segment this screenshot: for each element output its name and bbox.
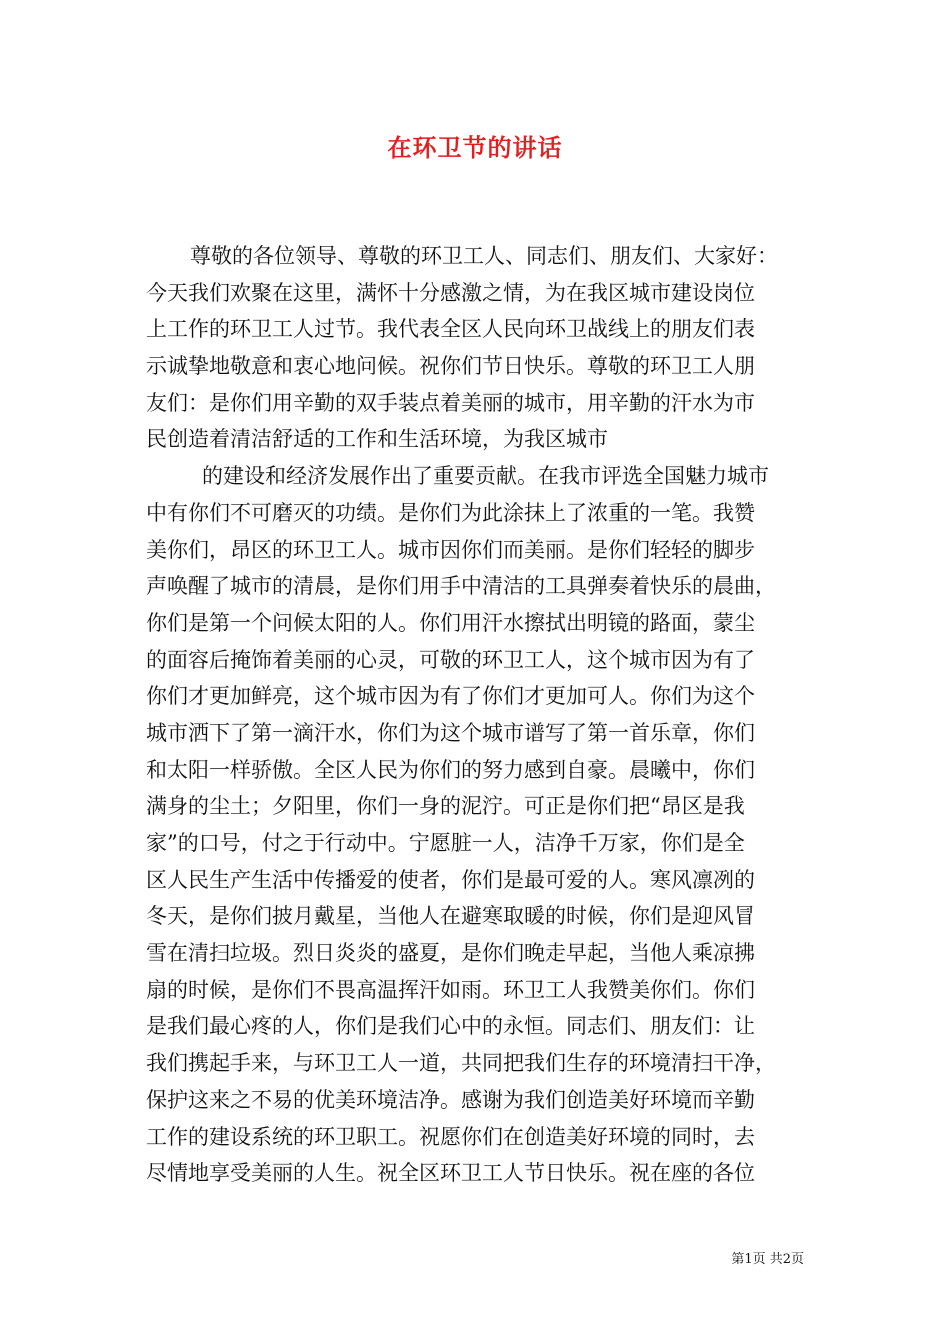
text-line: 雪在清扫垃圾。烈日炎炎的盛夏，是你们晚走早起，当他人乘凉拂	[146, 941, 755, 966]
text-line: 声唤醒了城市的清晨，是你们用手中清洁的工具弹奏着快乐的晨曲，	[146, 574, 776, 599]
text-line: 友们：是你们用辛勤的双手装点着美丽的城市，用辛勤的汗水为市	[146, 390, 755, 415]
text-line: 今天我们欢聚在这里，满怀十分感激之情，为在我区城市建设岗位	[146, 280, 755, 305]
document-body	[146, 238, 816, 1192]
text-line: 民创造着清洁舒适的工作和生活环境，为我区城市	[146, 427, 608, 452]
text-line: 的建设和经济发展作出了重要贡献。在我市评选全国魅力城市	[202, 464, 769, 489]
text-line: 你们才更加鲜亮，这个城市因为有了你们才更加可人。你们为这个	[146, 684, 755, 709]
text-line: 尊敬的各位领导、尊敬的环卫工人、同志们、朋友们、大家好：	[190, 244, 778, 268]
text-line: 你们是第一个问候太阳的人。你们用汗水擦拭出明镜的路面，蒙尘	[146, 610, 755, 635]
text-line: 保护这来之不易的优美环境洁净。感谢为我们创造美好环境而辛勤	[146, 1087, 755, 1112]
text-line: 城市洒下了第一滴汗水，你们为这个城市谱写了第一首乐章，你们	[146, 720, 755, 745]
text-line: 美你们，昂区的环卫工人。城市因你们而美丽。是你们轻轻的脚步	[146, 537, 755, 562]
text-line: 示诚挚地敬意和衷心地问候。祝你们节日快乐。尊敬的环卫工人朋	[146, 354, 755, 379]
text-line: 和太阳一样骄傲。全区人民为你们的努力感到自豪。晨曦中，你们	[146, 757, 755, 782]
text-line: 区人民生产生活中传播爱的使者，你们是最可爱的人。寒风凛冽的	[146, 867, 755, 892]
text-line: 的面容后掩饰着美丽的心灵，可敬的环卫工人，这个城市因为有了	[146, 647, 755, 672]
text-line: 满身的尘土；夕阳里，你们一身的泥泞。可正是你们把“昂区是我	[146, 794, 745, 819]
text-line: 上工作的环卫工人过节。我代表全区人民向环卫战线上的朋友们表	[146, 317, 755, 342]
text-line: 扇的时候，是你们不畏高温挥汗如雨。环卫工人我赞美你们。你们	[146, 977, 755, 1002]
text-line: 冬天，是你们披月戴星，当他人在避寒取暖的时候，你们是迎风冒	[146, 904, 755, 929]
text-line: 是我们最心疼的人，你们是我们心中的永恒。同志们、朋友们：让	[146, 1014, 755, 1039]
text-line: 工作的建设系统的环卫职工。祝愿你们在创造美好环境的同时，去	[146, 1124, 755, 1149]
text-line: 我们携起手来，与环卫工人一道，共同把我们生存的环境清扫干净，	[146, 1051, 776, 1076]
document-title: 在环卫节的讲话	[387, 133, 563, 162]
text-line: 中有你们不可磨灭的功绩。是你们为此涂抹上了浓重的一笔。我赞	[146, 500, 755, 525]
text-line: 家”的口号，付之于行动中。宁愿脏一人，洁净千万家，你们是全	[146, 831, 745, 855]
text-line: 尽情地享受美丽的人生。祝全区环卫工人节日快乐。祝在座的各位	[146, 1161, 755, 1186]
page-number: 第1页 共2页	[731, 1252, 804, 1267]
